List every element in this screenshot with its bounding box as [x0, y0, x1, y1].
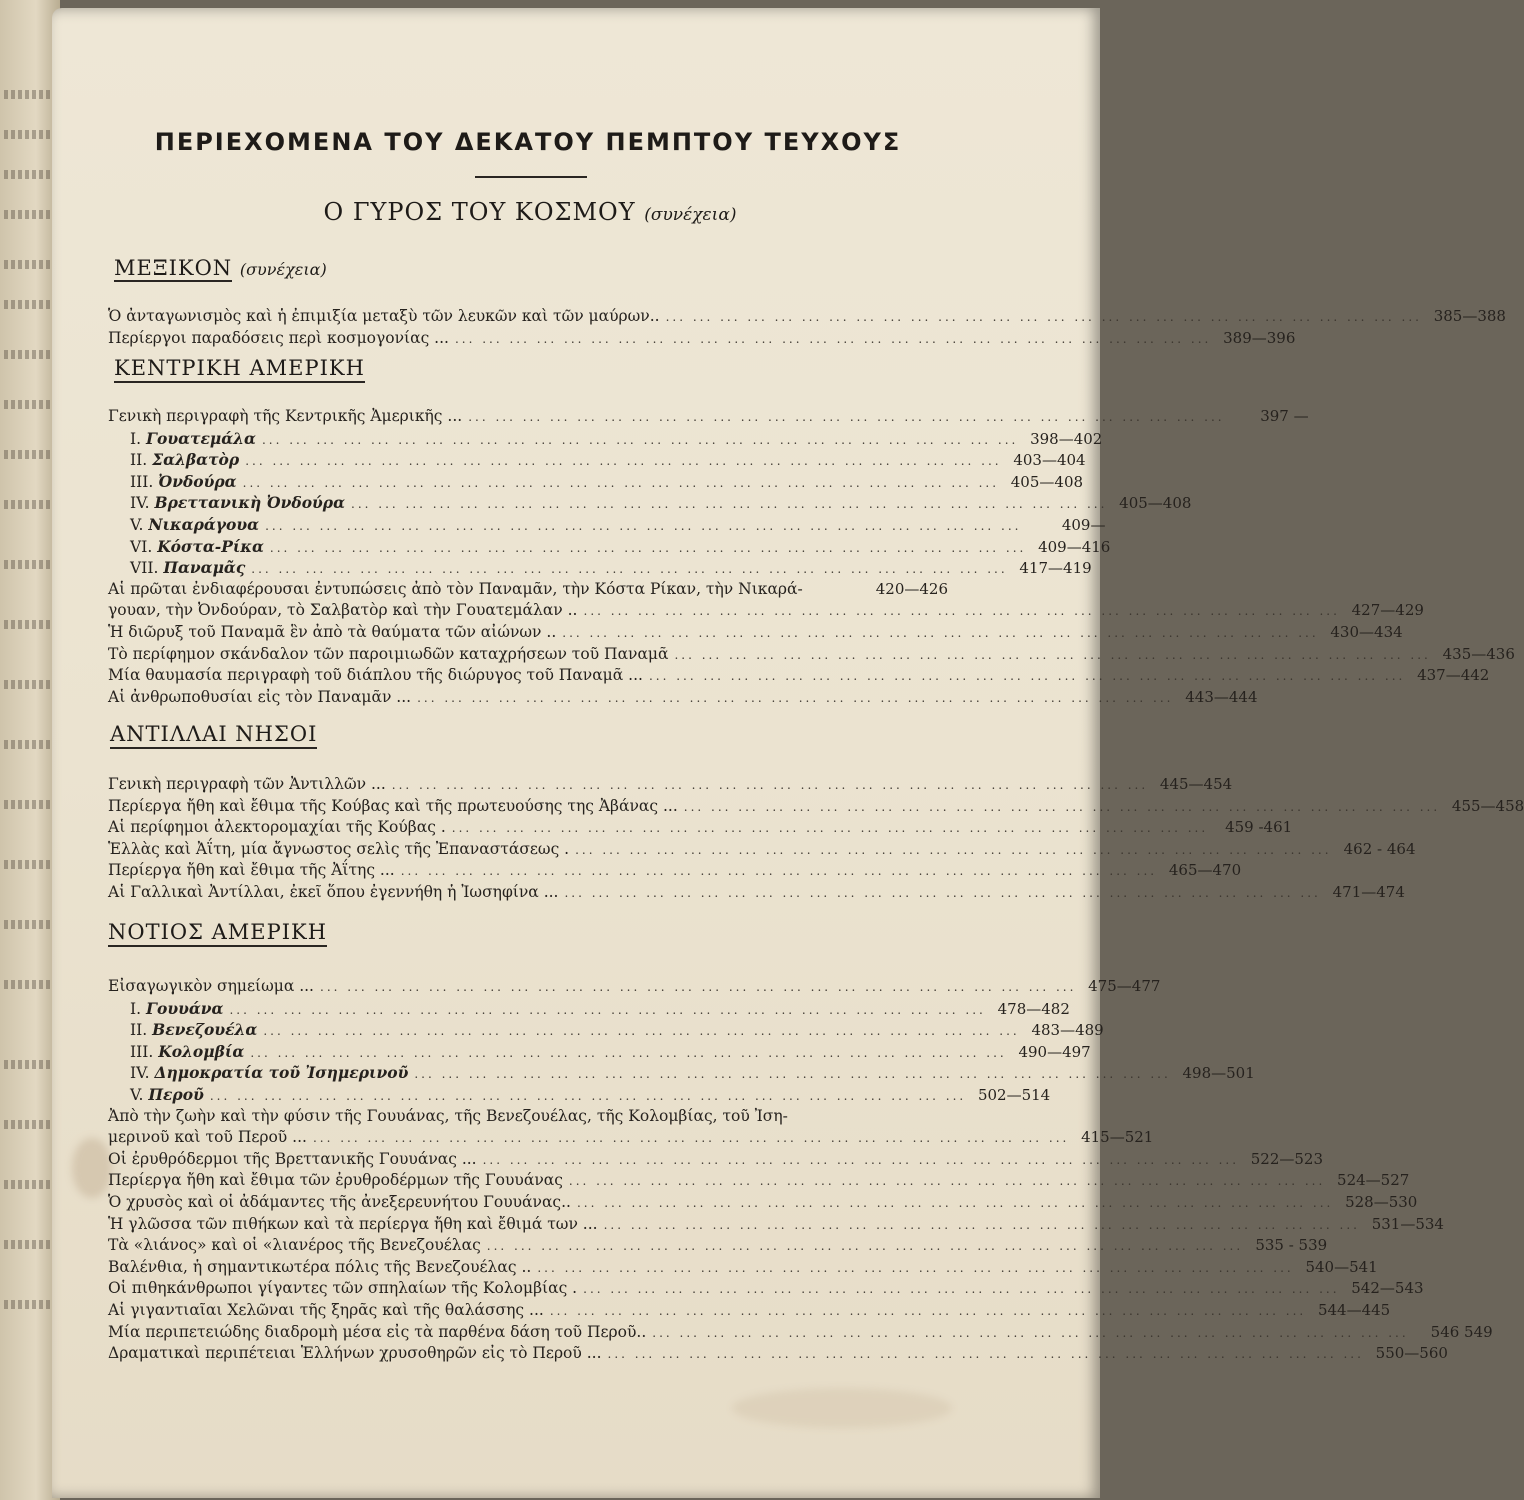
toc-entry: Γενικὴ περιγραφὴ τῶν Ἀντιλλῶν ... ... ... ... ... ... ... ... ... ... ... ... ... ... ... ... ... ... ... ... ... ... ... ... ... ... ... ... ... 445—454 — [108, 775, 1233, 793]
section-mexico-title — [114, 256, 327, 281]
series-title — [120, 198, 940, 226]
toc-entry: Ἡ διῶρυξ τοῦ Παναμᾶ ἓν ἀπὸ τὰ θαύματα τῶν αἰώνων .. ... ... ... ... ... ... ... ... ... ... ... ... ... ... ... ... ... ... ... ... ... ... ... ... ... ... ... ... 430—434 — [108, 622, 1403, 641]
toc-entry: μερινοῦ καὶ τοῦ Περοῦ ... ... ... ... ... ... ... ... ... ... ... ... ... ... ... ... ... ... ... ... ... ... ... ... ... ... ... ... ... 415—521 — [108, 1128, 1154, 1147]
section-mexico-note: (συνέχεια) — [239, 260, 327, 279]
toc-entry: V. Νικαράγουα ... ... ... ... ... ... ... ... ... ... ... ... ... ... ... ... ... ... ... ... ... ... ... ... ... ... ... ... 409— — [130, 514, 1106, 534]
toc-entry: V. Περοῦ ... ... ... ... ... ... ... ... ... ... ... ... ... ... ... ... ... ... ... ... ... ... ... ... ... ... ... ... 502—514 — [130, 1084, 1051, 1104]
toc-entry: Αἱ περίφημοι ἀλεκτορομαχίαι τῆς Κούβας . ... ... ... ... ... ... ... ... ... ... ... ... ... ... ... ... ... ... ... ... ... ... ... ... ... ... ... ... 459 -461 — [108, 818, 1293, 837]
toc-entry: Ἡ γλῶσσα τῶν πιθήκων καὶ τὰ περίεργα ἤθη καὶ ἔθιμά των ... ... ... ... ... ... ... ... ... ... ... ... ... ... ... ... ... ... ... ... ... ... ... ... ... ... ... ... ... 531—534 — [108, 1214, 1444, 1233]
section-central-entries — [108, 406, 1515, 708]
section-south-title: ΝΟΤΙΟΣ ΑΜΕΡΙΚΗ — [108, 920, 327, 947]
page-heading: ΠΕΡΙΕΧΟΜΕΝΑ ΤΟΥ ΔΕΚΑΤΟΥ ΠΕΜΠΤΟΥ ΤΕΥΧΟΥΣ — [154, 128, 902, 156]
toc-entry: VI. Κόστα-Ρίκα ... ... ... ... ... ... ... ... ... ... ... ... ... ... ... ... ... ... ... ... ... ... ... ... ... ... ... ... 409—416 — [130, 536, 1111, 556]
toc-entry: Οἱ ἐρυθρόδερμοι τῆς Βρεττανικῆς Γουυάνας ... ... ... ... ... ... ... ... ... ... ... ... ... ... ... ... ... ... ... ... ... ... ... ... ... ... ... ... ... 522—523 — [108, 1149, 1324, 1168]
toc-entry: Αἱ γιγαντιαῖαι Χελῶναι τῆς ξηρᾶς καὶ τῆς θαλάσσης ... ... ... ... ... ... ... ... ... ... ... ... ... ... ... ... ... ... ... ... ... ... ... ... ... ... ... ... ... 544—445 — [108, 1300, 1391, 1319]
toc-entry: Ἀπὸ τὴν ζωὴν καὶ τὴν φύσιν τῆς Γουυάνας, τῆς Βενεζουέλας, τῆς Κολομβίας, τοῦ Ἰση- — [108, 1106, 788, 1125]
toc-entry: Τὰ «λιάνος» καὶ οἱ «λιανέρος τῆς Βενεζουέλας ... ... ... ... ... ... ... ... ... ... ... ... ... ... ... ... ... ... ... ... ... ... ... ... ... ... ... ... 535 - 539 — [108, 1236, 1328, 1255]
toc-entry: Περίεργα ἤθη καὶ ἔθιμα τῆς Κούβας καὶ τῆς πρωτευούσης της Ἀβάνας ... ... ... ... ... ... ... ... ... ... ... ... ... ... ... ... ... ... ... ... ... ... ... ... ... ... ... ... ... 455—458 — [108, 796, 1524, 815]
toc-entry: IV. Δημοκρατία τοῦ Ἰσημερινοῦ ... ... ... ... ... ... ... ... ... ... ... ... ... ... ... ... ... ... ... ... ... ... ... ... ... ... ... ... 498—501 — [130, 1063, 1255, 1083]
series-title-text: Ο ΓΥΡΟΣ ΤΟΥ ΚΟΣΜΟΥ — [323, 198, 636, 226]
toc-entry: Ἑλλὰς καὶ Ἀΐτη, μία ἄγνωστος σελὶς τῆς Ἐπαναστάσεως . ... ... ... ... ... ... ... ... ... ... ... ... ... ... ... ... ... ... ... ... ... ... ... ... ... ... ... ... 462 - 464 — [108, 839, 1416, 858]
toc-entry: Δραματικαὶ περιπέτειαι Ἑλλήνων χρυσοθηρῶν εἰς τὸ Περοῦ ... ... ... ... ... ... ... ... ... ... ... ... ... ... ... ... ... ... ... ... ... ... ... ... ... ... ... ... ... 550—560 — [108, 1344, 1448, 1363]
toc-entry: Αἱ πρῶται ἐνδιαφέρουσαι ἐντυπώσεις ἀπὸ τὸν Παναμᾶν, τὴν Κόστα Ρίκαν, τὴν Νικαρά- 420—426 — [108, 579, 948, 598]
section-antilles-entries — [108, 774, 1524, 904]
toc-entry: I. Γουυάνα ... ... ... ... ... ... ... ... ... ... ... ... ... ... ... ... ... ... ... ... ... ... ... ... ... ... ... ... 478—482 — [130, 998, 1070, 1018]
toc-entry: I. Γουατεμάλα ... ... ... ... ... ... ... ... ... ... ... ... ... ... ... ... ... ... ... ... ... ... ... ... ... ... ... ... 398—402 — [130, 428, 1103, 448]
toc-entry: Ὁ χρυσὸς καὶ οἱ ἀδάμαντες τῆς ἀνεξερευνήτου Γουυάνας.. ... ... ... ... ... ... ... ... ... ... ... ... ... ... ... ... ... ... ... ... ... ... ... ... ... ... ... ... 528—530 — [108, 1192, 1418, 1211]
toc-entry: VII. Παναμᾶς ... ... ... ... ... ... ... ... ... ... ... ... ... ... ... ... ... ... ... ... ... ... ... ... ... ... ... ... 417—419 — [130, 558, 1092, 578]
toc-entry: Οἱ πιθηκάνθρωποι γίγαντες τῶν σπηλαίων τῆς Κολομβίας . ... ... ... ... ... ... ... ... ... ... ... ... ... ... ... ... ... ... ... ... ... ... ... ... ... ... ... ... 542—543 — [108, 1279, 1424, 1298]
toc-entry: Τὸ περίφημον σκάνδαλον τῶν παροιμιωδῶν καταχρήσεων τοῦ Παναμᾶ ... ... ... ... ... ... ... ... ... ... ... ... ... ... ... ... ... ... ... ... ... ... ... ... ... ... ... ... 435—436 — [108, 644, 1515, 663]
series-title-note: (συνέχεια) — [644, 205, 737, 225]
toc-entry: III. Ὀνδούρα ... ... ... ... ... ... ... ... ... ... ... ... ... ... ... ... ... ... ... ... ... ... ... ... ... ... ... ... 405—408 — [130, 471, 1084, 491]
toc-entry: III. Κολομβία ... ... ... ... ... ... ... ... ... ... ... ... ... ... ... ... ... ... ... ... ... ... ... ... ... ... ... ... 490—497 — [130, 1041, 1091, 1061]
toc-entry: Εἰσαγωγικὸν σημείωμα ... ... ... ... ... ... ... ... ... ... ... ... ... ... ... ... ... ... ... ... ... ... ... ... ... ... ... ... ... 475—477 — [108, 977, 1161, 995]
toc-entry: Αἱ ἀνθρωποθυσίαι εἰς τὸν Παναμᾶν ... ... ... ... ... ... ... ... ... ... ... ... ... ... ... ... ... ... ... ... ... ... ... ... ... ... ... ... ... 443—444 — [108, 687, 1258, 706]
facing-page-edge — [0, 0, 60, 1500]
toc-entry: II. Σαλβατὸρ ... ... ... ... ... ... ... ... ... ... ... ... ... ... ... ... ... ... ... ... ... ... ... ... ... ... ... ... 403—404 — [130, 450, 1086, 470]
section-south-entries — [108, 976, 1493, 1365]
toc-entry: Αἱ Γαλλικαὶ Ἀντίλλαι, ἐκεῖ ὅπου ἐγεννήθη ἡ Ἰωσηφίνα ... ... ... ... ... ... ... ... ... ... ... ... ... ... ... ... ... ... ... ... ... ... ... ... ... ... ... ... ... 471—474 — [108, 882, 1405, 901]
section-central-title: ΚΕΝΤΡΙΚΗ ΑΜΕΡΙΚΗ — [114, 356, 365, 383]
toc-entry: Ὁ ἀνταγωνισμὸς καὶ ἡ ἐπιμιξία μεταξὺ τῶν λευκῶν καὶ τῶν μαύρων.. ... ... ... ... ... ... ... ... ... ... ... ... ... ... ... ... ... ... ... ... ... ... ... ... ... ... ... ... 385—388 — [108, 307, 1506, 325]
toc-entry: Περίεργα ἤθη καὶ ἔθιμα τῶν ἐρυθροδέρμων τῆς Γουυάνας ... ... ... ... ... ... ... ... ... ... ... ... ... ... ... ... ... ... ... ... ... ... ... ... ... ... ... ... 524—527 — [108, 1171, 1410, 1190]
section-antilles-title: ΑΝΤΙΛΛΑΙ ΝΗΣΟΙ — [110, 722, 317, 749]
heading-rule — [475, 176, 587, 178]
section-mexico-entries — [108, 306, 1506, 349]
toc-entry: γουαν, τὴν Ὀνδούραν, τὸ Σαλβατὸρ καὶ τὴν Γουατεμάλαν .. ... ... ... ... ... ... ... ... ... ... ... ... ... ... ... ... ... ... ... ... ... ... ... ... ... ... ... ... 427—429 — [108, 601, 1424, 620]
toc-entry: Μία περιπετειώδης διαδρομὴ μέσα εἰς τὰ παρθένα δάση τοῦ Περοῦ.. ... ... ... ... ... ... ... ... ... ... ... ... ... ... ... ... ... ... ... ... ... ... ... ... ... ... ... ... 546 549 — [108, 1322, 1493, 1341]
toc-entry: II. Βενεζουέλα ... ... ... ... ... ... ... ... ... ... ... ... ... ... ... ... ... ... ... ... ... ... ... ... ... ... ... ... 483—489 — [130, 1020, 1104, 1040]
toc-entry: Μία θαυμασία περιγραφὴ τοῦ διάπλου τῆς διώρυγος τοῦ Παναμᾶ ... ... ... ... ... ... ... ... ... ... ... ... ... ... ... ... ... ... ... ... ... ... ... ... ... ... ... ... ... 437—442 — [108, 666, 1490, 685]
section-mexico-name: ΜΕΞΙΚΟΝ — [114, 256, 233, 280]
toc-entry: Βαλένθια, ἡ σημαντικωτέρα πόλις τῆς Βενεζουέλας .. ... ... ... ... ... ... ... ... ... ... ... ... ... ... ... ... ... ... ... ... ... ... ... ... ... ... ... ... 540—541 — [108, 1257, 1378, 1276]
toc-entry: Γενικὴ περιγραφὴ τῆς Κεντρικῆς Ἀμερικῆς ... ... ... ... ... ... ... ... ... ... ... ... ... ... ... ... ... ... ... ... ... ... ... ... ... ... ... ... ... 397 — — [108, 407, 1309, 425]
toc-entry: IV. Βρεττανικὴ Ὀνδούρα ... ... ... ... ... ... ... ... ... ... ... ... ... ... ... ... ... ... ... ... ... ... ... ... ... ... ... ... 405—408 — [130, 493, 1192, 513]
toc-entry: Περίεργα ἤθη καὶ ἔθιμα τῆς Ἀΐτης ... ... ... ... ... ... ... ... ... ... ... ... ... ... ... ... ... ... ... ... ... ... ... ... ... ... ... ... ... 465—470 — [108, 861, 1242, 880]
toc-entry: Περίεργοι παραδόσεις περὶ κοσμογονίας ... ... ... ... ... ... ... ... ... ... ... ... ... ... ... ... ... ... ... ... ... ... ... ... ... ... ... ... ... 389—396 — [108, 328, 1296, 347]
